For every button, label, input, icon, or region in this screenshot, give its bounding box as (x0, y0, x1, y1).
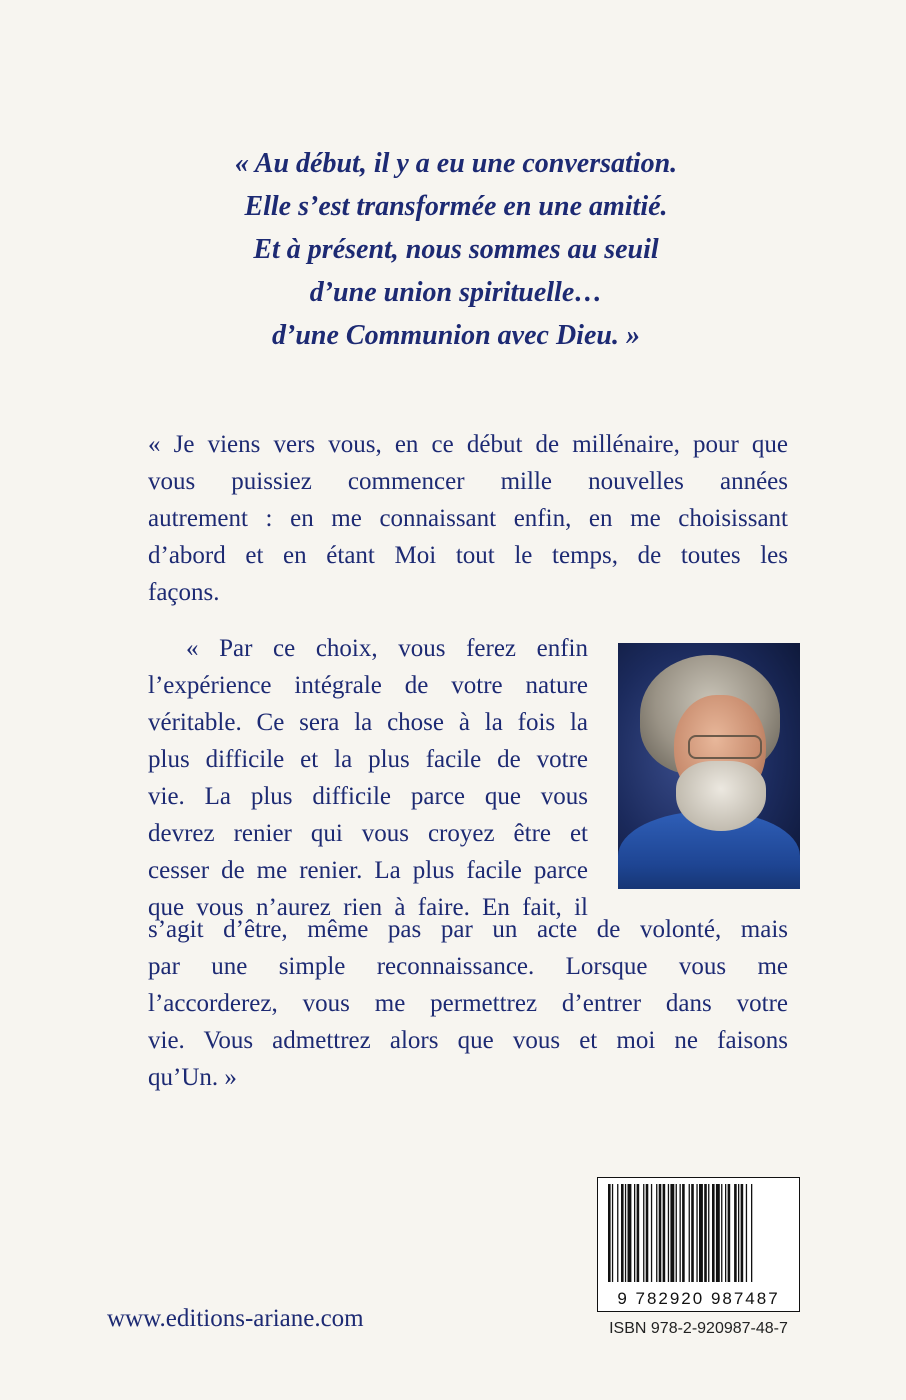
barcode-bar (676, 1184, 677, 1282)
epigraph-quote (150, 142, 762, 357)
text-line: vie. La plus difficile parce que vous (148, 783, 588, 810)
text-line: qu’Un. » (148, 1064, 237, 1091)
photo-beard (676, 761, 766, 831)
text-line: vie. Vous admettrez alors que vous et moi ne faisons (148, 1027, 788, 1054)
barcode-bar (734, 1184, 737, 1282)
barcode-bar (741, 1184, 744, 1282)
epigraph-line: d’une Communion avec Dieu. » (272, 320, 640, 351)
epigraph-line: Et à présent, nous sommes au seuil (253, 234, 659, 265)
barcode-bar (708, 1184, 709, 1282)
barcode-bar (728, 1184, 731, 1282)
text-line: « Par ce choix, vous ferez enfin (186, 635, 588, 662)
barcode-bar (637, 1184, 640, 1282)
barcode-digits: 9 782920 987487 (617, 1289, 780, 1308)
text-line: plus difficile et la plus facile de votre (148, 746, 588, 773)
text-line: vous puissiez commencer mille nouvelles années (148, 468, 788, 495)
text-line: l’expérience intégrale de votre nature (148, 672, 588, 699)
barcode (597, 1177, 800, 1312)
barcode-bar (668, 1184, 669, 1282)
isbn-number: ISBN 978-2-920987-48-7 (609, 1320, 788, 1337)
barcode-bar (746, 1184, 747, 1282)
paragraph-intro (148, 426, 788, 611)
barcode-bar (643, 1184, 644, 1282)
text-line: façons. (148, 579, 220, 606)
barcode-bar (699, 1184, 703, 1282)
barcode-bar (612, 1184, 613, 1282)
epigraph-line: Elle s’est transformée en une amitié. (244, 191, 668, 222)
text-line: que vous n’aurez rien à faire. En fait, il (148, 894, 588, 921)
barcode-bar (680, 1184, 681, 1282)
barcode-bar (738, 1184, 739, 1282)
barcode-bar (625, 1184, 626, 1282)
barcode-bar (617, 1184, 618, 1282)
paragraph-main-beside-photo (148, 630, 588, 926)
barcode-bar (656, 1184, 657, 1282)
barcode-bar (725, 1184, 726, 1282)
text-line: d’abord et en étant Moi tout le temps, de toutes les (148, 542, 788, 569)
text-line: véritable. Ce sera la chose à la fois la (148, 709, 588, 736)
epigraph-line: « Au début, il y a eu une conversation. (234, 148, 678, 179)
barcode-bar (696, 1184, 697, 1282)
text-line: devrez renier qui vous croyez être et (148, 820, 588, 847)
text-line: par une simple reconnaissance. Lorsque vous me (148, 953, 788, 980)
publisher-website[interactable]: www.editions-ariane.com (107, 1305, 364, 1332)
barcode-bar (663, 1184, 666, 1282)
barcode-bar (721, 1184, 722, 1282)
barcode-bar (621, 1184, 624, 1282)
barcode-bar (689, 1184, 690, 1282)
text-line: « Je viens vers vous, en ce début de millénaire, pour que (148, 431, 788, 458)
barcode-bar (712, 1184, 715, 1282)
barcode-bar (634, 1184, 635, 1282)
barcode-bars (598, 1178, 799, 1288)
barcode-bar (646, 1184, 649, 1282)
paragraph-main-full-width (148, 911, 788, 1096)
barcode-bar (716, 1184, 720, 1282)
text-line: autrement : en me connaissant enfin, en me choisissant (148, 505, 788, 532)
barcode-bar (651, 1184, 652, 1282)
text-line: l’accorderez, vous me permettrez d’entrer dans votre (148, 990, 788, 1017)
text-line: cesser de me renier. La plus facile parce (148, 857, 588, 884)
barcode-bar (628, 1184, 632, 1282)
barcode-bar (704, 1184, 707, 1282)
text-line: s’agit d’être, même pas par un acte de volonté, mais (148, 916, 788, 943)
epigraph-line: d’une union spirituelle… (309, 277, 603, 308)
barcode-bar (670, 1184, 674, 1282)
barcode-bar (751, 1184, 752, 1282)
barcode-bar (691, 1184, 694, 1282)
barcode-bar (659, 1184, 662, 1282)
author-photo (618, 643, 800, 889)
barcode-bar (608, 1184, 611, 1282)
barcode-bar (682, 1184, 685, 1282)
photo-glasses (688, 735, 762, 759)
